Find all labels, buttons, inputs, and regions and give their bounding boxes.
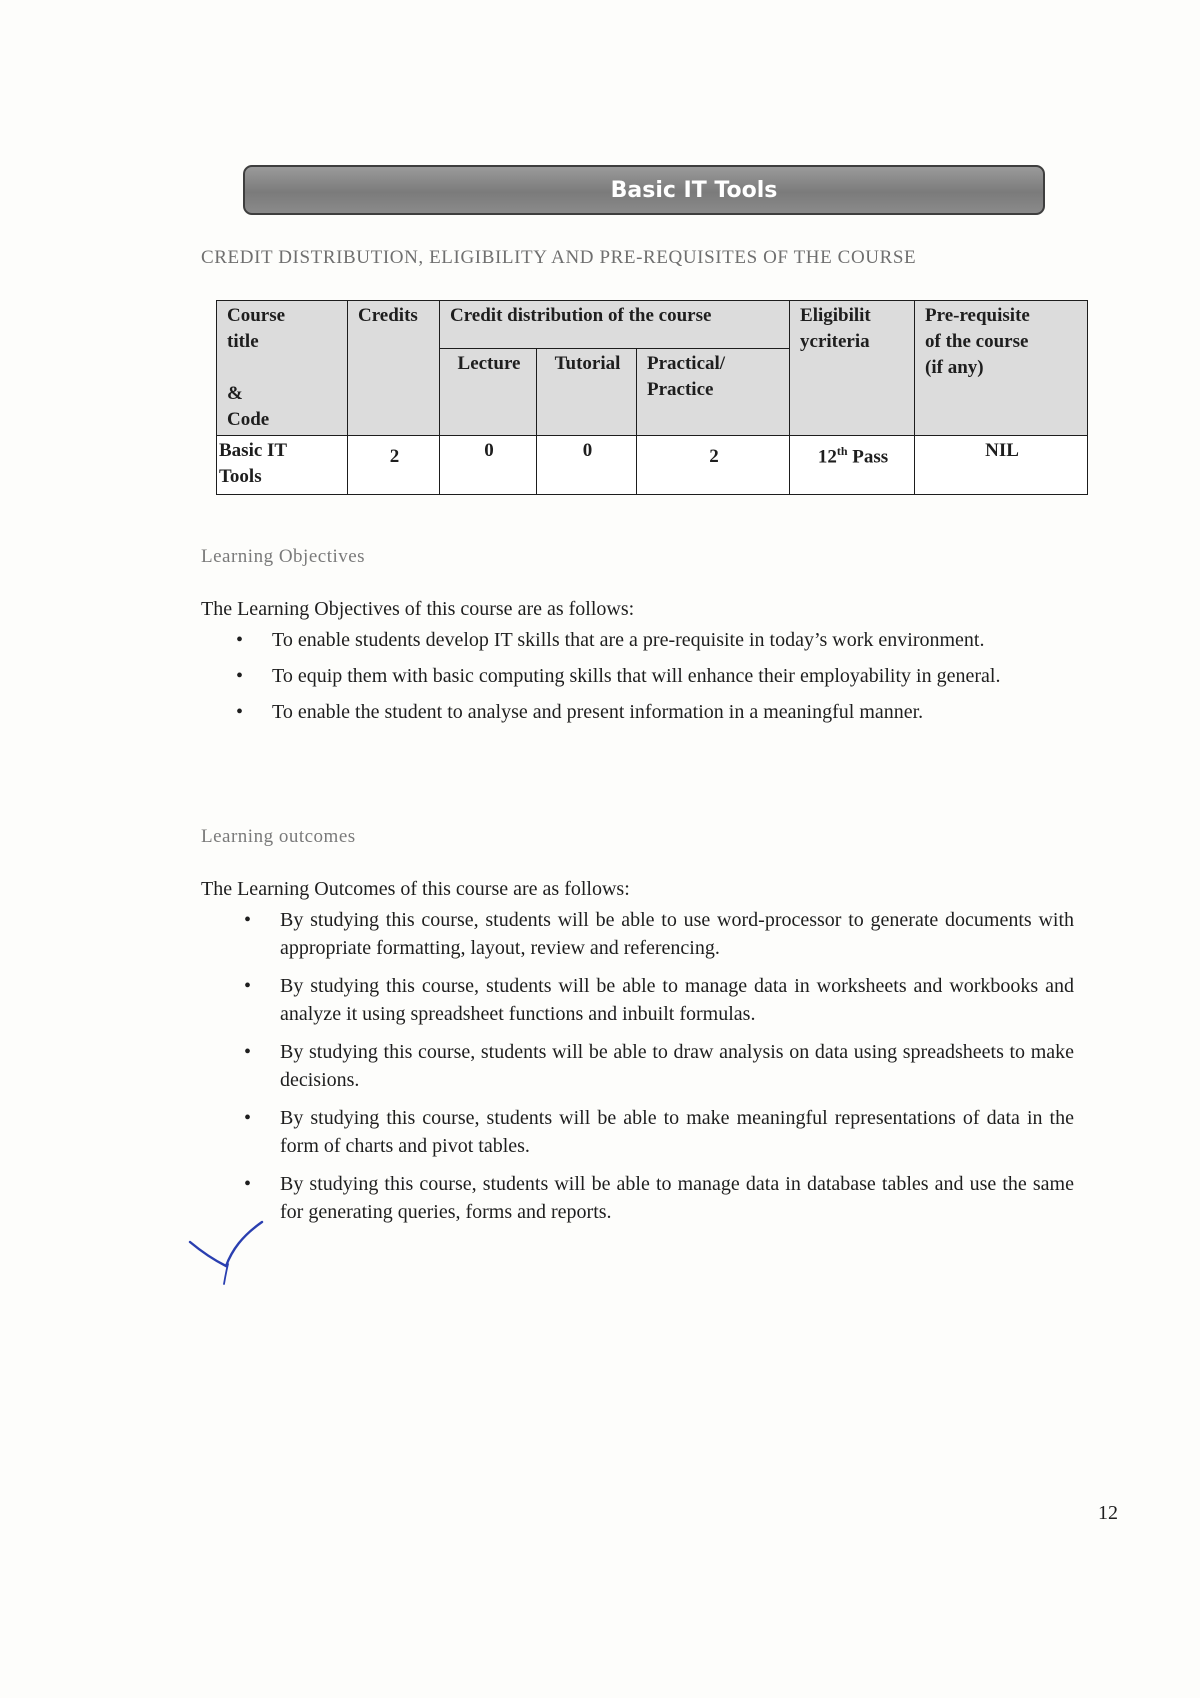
list-item: • To enable the student to analyse and present information in a meaningful manner. [236,698,1056,726]
list-item: • By studying this course, students will be able to make meaningful representations of data in the form of charts and pivot tables. [244,1104,1074,1160]
objectives-list [236,626,1056,734]
outcomes-intro: The Learning Outcomes of this course are as follows: [201,878,630,900]
header-course-title: Course title & Code [217,301,348,436]
cell-credits: 2 [348,436,440,495]
course-title-banner [243,165,1045,215]
header-prerequisite: Pre-requisite of the course (if any) [915,301,1088,436]
header-lecture: Lecture [440,348,537,435]
cell-course-name: Basic IT Tools [217,436,348,495]
list-item: • To equip them with basic computing skills that will enhance their employability in general. [236,662,1056,690]
header-tutorial: Tutorial [537,348,637,435]
list-item: • To enable students develop IT skills that are a pre-requisite in today’s work environment. [236,626,1056,654]
course-title: Basic IT Tools [610,177,778,203]
header-eligibility: Eligibilit ycriteria [790,301,915,436]
table-header-row [217,301,1088,349]
cell-lecture: 0 [440,436,537,495]
credit-distribution-table [216,300,1088,495]
page-number: 12 [1098,1502,1118,1524]
header-practical: Practical/ Practice [637,348,790,435]
handwritten-checkmark-icon [188,1220,268,1290]
table-row [217,436,1088,495]
header-credit-distribution: Credit distribution of the course [440,301,790,349]
outcomes-heading: Learning outcomes [201,826,356,847]
list-item: • By studying this course, students will be able to manage data in database tables and use the same for generating queries, forms and reports. [244,1170,1074,1226]
credit-section-heading: CREDIT DISTRIBUTION, ELIGIBILITY AND PRE-REQUISITES OF THE COURSE [201,247,917,268]
list-item: • By studying this course, students will be able to draw analysis on data using spreadsheets to make decisions. [244,1038,1074,1094]
list-item: • By studying this course, students will be able to manage data in worksheets and workbooks and analyze it using spreadsheet functions and inbuilt formulas. [244,972,1074,1028]
list-item: • By studying this course, students will be able to use word-processor to generate documents with appropriate formatting, layout, review and referencing. [244,906,1074,962]
objectives-heading: Learning Objectives [201,546,366,567]
cell-tutorial: 0 [537,436,637,495]
objectives-intro: The Learning Objectives of this course are as follows: [201,598,635,620]
outcomes-list [244,906,1074,1236]
header-credits: Credits [348,301,440,436]
cell-eligibility: 12th Pass [790,436,915,495]
cell-practical: 2 [637,436,790,495]
cell-prerequisite: NIL [915,436,1088,495]
